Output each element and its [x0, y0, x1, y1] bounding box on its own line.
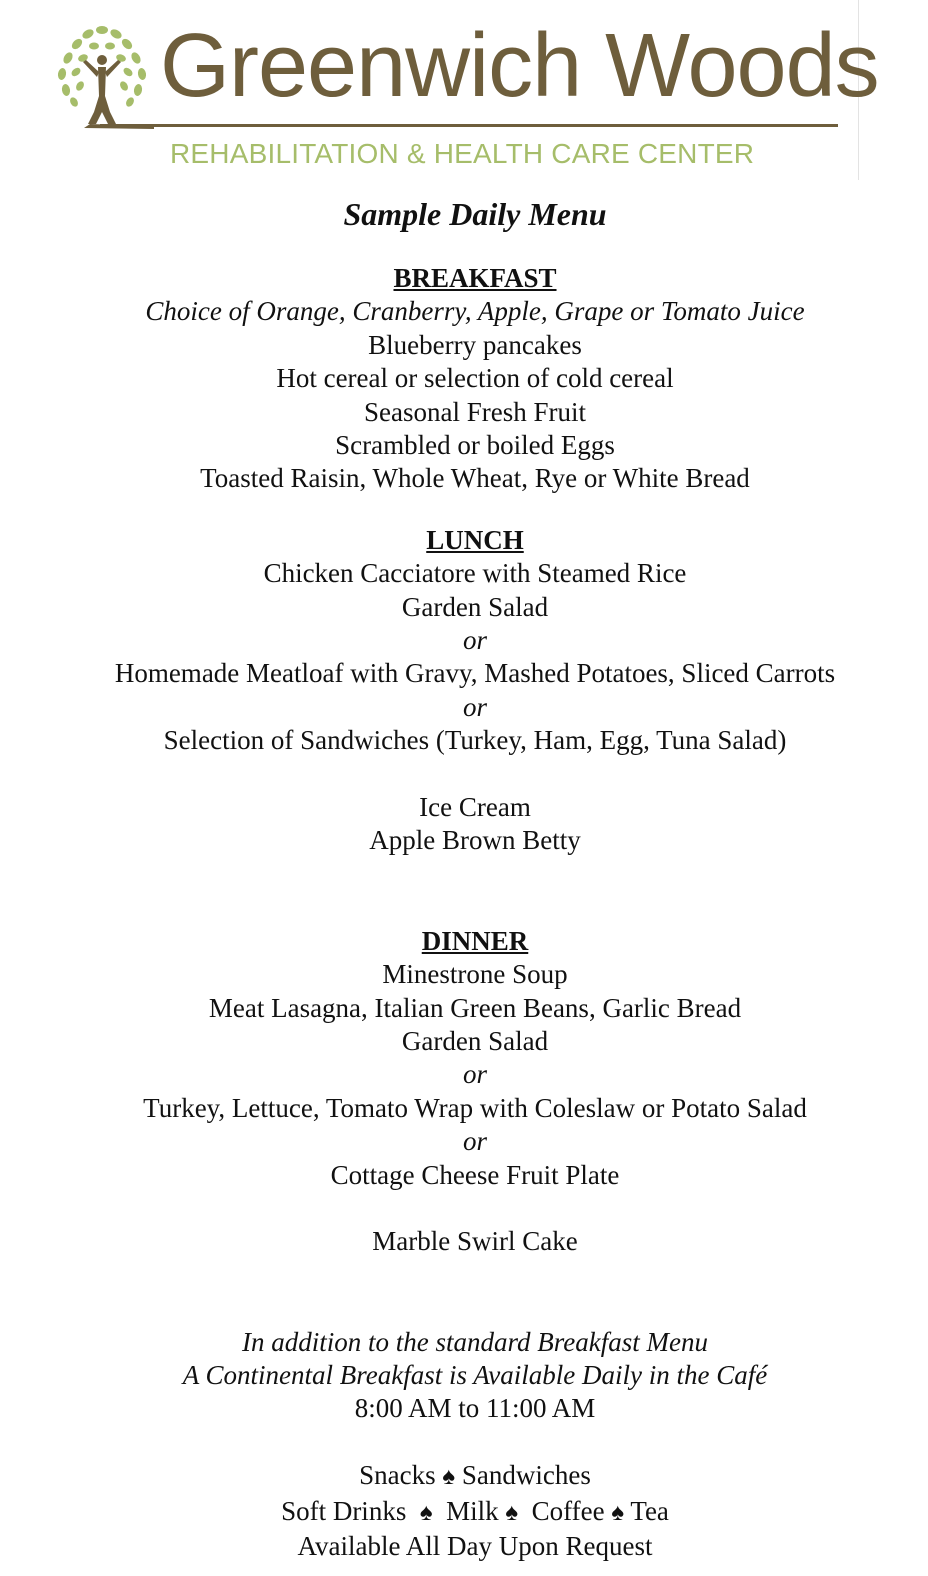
continental-hours: 8:00 AM to 11:00 AM — [354, 1393, 596, 1424]
snacks-line — [0, 1459, 928, 1494]
breakfast-item: Scrambled or boiled Eggs — [335, 430, 615, 461]
continental-note: A Continental Breakfast is Available Daily in the Café — [182, 1359, 768, 1390]
breakfast-item: Toasted Raisin, Whole Wheat, Rye or White Bread — [200, 463, 750, 494]
lunch-item: Chicken Cacciatore with Steamed Rice — [263, 558, 687, 589]
soft-drinks-label: Soft Drinks — [281, 1495, 407, 1526]
lunch-dessert: Apple Brown Betty — [369, 825, 581, 856]
brand-subtitle: REHABILITATION & HEALTH CARE CENTER — [170, 138, 755, 169]
spade-icon: ♠ — [442, 1464, 456, 1491]
dinner-heading: DINNER — [421, 925, 529, 956]
coffee-label: Coffee — [531, 1495, 605, 1526]
spade-icon: ♠ — [419, 1499, 433, 1526]
menu-body — [0, 262, 928, 1563]
dinner-item: Turkey, Lettuce, Tomato Wrap with Coleslaw or Potato Salad — [143, 1092, 807, 1123]
spade-icon: ♠ — [505, 1499, 519, 1526]
menu-title: Sample Daily Menu — [343, 196, 607, 232]
sandwiches-label: Sandwiches — [461, 1460, 591, 1491]
tea-label: Tea — [630, 1495, 669, 1526]
lunch-item: Homemade Meatloaf with Gravy, Mashed Potatoes, Sliced Carrots — [114, 658, 836, 689]
brand-name: Greenwich Woods — [160, 16, 879, 116]
spade-icon: ♠ — [611, 1499, 625, 1526]
breakfast-item: Choice of Orange, Cranberry, Apple, Grape or Tomato Juice — [145, 296, 805, 327]
lunch-dessert: Ice Cream — [419, 792, 531, 823]
lunch-or-separator: or — [462, 691, 487, 722]
dinner-or-separator: or — [462, 1126, 487, 1157]
drinks-line — [0, 1495, 928, 1530]
lunch-heading: LUNCH — [426, 524, 524, 555]
breakfast-item: Blueberry pancakes — [368, 329, 582, 360]
lunch-item: Selection of Sandwiches (Turkey, Ham, Egg, Tuna Salad) — [163, 725, 787, 756]
lunch-or-separator: or — [462, 625, 487, 656]
brand-underline — [100, 124, 838, 127]
dinner-or-separator: or — [462, 1059, 487, 1090]
dinner-item: Garden Salad — [401, 1025, 549, 1056]
lunch-item: Garden Salad — [401, 591, 549, 622]
dinner-dessert: Marble Swirl Cake — [372, 1226, 578, 1257]
availability-note: Available All Day Upon Request — [297, 1530, 653, 1561]
dinner-item: Meat Lasagna, Italian Green Beans, Garlic Bread — [208, 992, 742, 1023]
breakfast-item: Seasonal Fresh Fruit — [364, 396, 586, 427]
dinner-item: Minestrone Soup — [382, 959, 568, 990]
breakfast-item: Hot cereal or selection of cold cereal — [276, 363, 674, 394]
dinner-item: Cottage Cheese Fruit Plate — [330, 1159, 620, 1190]
snacks-label: Snacks — [359, 1460, 436, 1491]
tree-logo-icon — [50, 20, 154, 132]
milk-label: Milk — [446, 1495, 499, 1526]
continental-note: In addition to the standard Breakfast Menu — [242, 1326, 708, 1357]
breakfast-heading: BREAKFAST — [393, 263, 557, 293]
